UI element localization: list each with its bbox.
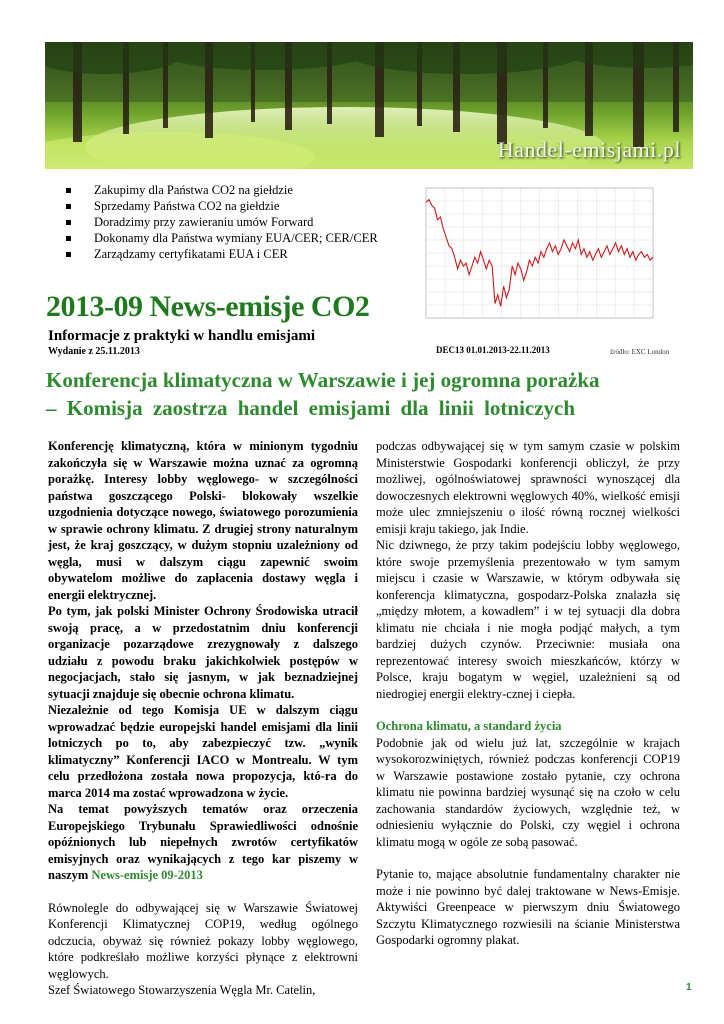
list-item: Zakupimy dla Państwa CO2 na giełdzie (48, 182, 408, 198)
paragraph: Konferencję klimatyczną, która w minionym tygodniu zakończyła się w Warszawie można uznać za ogromną porażkę. Interesy lobby węglowego- w szczególności państwa goszczącego Polski- blokowały wszelkie uzgodnienia dotyczące nowego, światowego porozumienia w sprawie ochrony klimatu. Z drugiej strony naturalnym jest, że kraj goszczący, w dużym stopniu uzależniony od węgla, musi w dalszym ciągu zapewnić swoim obywatelom możliwe do zapłacenia dostawy węgla i energii elektrycznej. (48, 439, 358, 602)
header-banner (45, 42, 693, 169)
bullet-icon (66, 220, 71, 225)
edition-date: Wydanie z 25.11.2013 (48, 346, 140, 357)
chart-source: źródło: EXC London (610, 348, 670, 356)
list-item: Sprzedamy Państwa CO2 na giełdzie (48, 198, 408, 214)
list-item: Doradzimy przy zawieraniu umów Forward (48, 214, 408, 230)
headline-line-1: Konferencja klimatyczna w Warszawie i jej ogromna porażka (46, 368, 600, 392)
paragraph: Podobnie jak od wielu już lat, szczególnie w krajach wysokorozwiniętych, również podczas konferencji COP19 w Warszawie postawione zostało pytanie, czy ochrona klimatu nie powinna bardziej wysunąć się na czoło w celu zachowania standardów życiowych, względnie też, w odniesieniu wyłącznie do Polski, czy węgiel i ochrona klimatu mogą w ogóle ze sobą pasować. (376, 735, 680, 849)
site-name: Handel-emisjami.pl (497, 137, 681, 162)
bullet-icon (66, 188, 71, 193)
price-chart-svg (418, 178, 673, 330)
bullet-icon (66, 236, 71, 241)
paragraph: Niezależnie od tego Komisja UE w dalszym ciągu wprowadzać będzie europejski handel emisjami dla linii lotniczych po to, aby zabezpieczyć tzw. „wynik klimatyczny” Konferencji IACO w Montrealu. W tym celu przedłożona została nowa propozycja, któ-ra do marca 2014 ma zostać wprowadzona w życie. (48, 703, 358, 800)
paragraph: Pytanie to, mające absolutnie fundamentalny charakter nie może i nie powinno być dalej traktowane w News-Emisje. Aktywiści Greenpeace w pierwszym dniu Światowego Szczytu Klimatycznego rozwiesili na ścianie Ministerstwa Gospodarki ogromny plakat. (376, 867, 680, 947)
paragraph: Na temat powyższych tematów oraz orzeczenia Europejskiego Trybunału Sprawiedliwości odnośnie opóźnionych lub niepełnych zwrotów certyfikatów emisyjnych oraz wynikających z tego kar piszemy w naszym News-emisje 09-2013 (48, 802, 358, 882)
price-chart (418, 178, 673, 330)
chart-caption: DEC13 01.01.2013-22.11.2013 (436, 345, 550, 355)
section-heading: Ochrona klimatu, a standard życia (376, 719, 562, 733)
headline-line-2: – Komisja zaostrza handel emisjami dla linii lotniczych (46, 396, 576, 420)
paragraph: Szef Światowego Stowarzyszenia Węgla Mr. Catelin, (48, 983, 316, 997)
article-column-right (376, 438, 680, 949)
list-item: Zarządzamy certyfikatami EUA i CER (48, 246, 408, 262)
bullet-icon (66, 252, 71, 257)
paragraph: Równolegle do odbywającej się w Warszawie Światowej Konferencji Klimatycznej COP19, według ogólnego odczucia, obyważ się również pokazy lobby węglowego, które podkreślało możliwe korzyści płynące z elektrowni węglowych. (48, 900, 358, 981)
bullet-icon (66, 204, 71, 209)
page-title: 2013-09 News-emisje CO2 (46, 290, 370, 323)
paragraph: Nic dziwnego, że przy takim podejściu lobby węglowego, które swoje przemyślenia prezentowało w tym samym miejscu i czasie w Warszawie, w którym odbywała się konferencja klimatyczna, gospodarz-Polska znalazła się „między młotem, a kowadłem” i w tej sytuacji dla dobra klimatu nie chciała i nie mogła podjąć małych, a tym bardziej dużych czynów. Przeciwnie: musiała ona reprezentować interesy swoich mieszkańców, którzy w Polsce, kraju bogatym w węgiel, uzależnieni są od niedrogiej energii elektry-cznej i ciepła. (376, 538, 680, 701)
newsletter-link[interactable]: News-emisje 09-2013 (91, 868, 203, 882)
page-subtitle: Informacje z praktyki w handlu emisjami (48, 328, 316, 344)
article-column-left (48, 438, 358, 999)
list-item: Dokonamy dla Państwa wymiany EUA/CER; CER/CER (48, 230, 408, 246)
article-headline (46, 366, 696, 422)
services-list (48, 182, 408, 262)
paragraph: Po tym, jak polski Minister Ochrony Środowiska utracił swoją pracę, a w przedostatnim dniu konferencji organizacje pozarządowe zrezygnowały z dalszego udziału z powodu braku jakichkolwiek postępów w negocjacjach, stało się jasnym, w jak beznadziejnej sytuacji znajduje się obecnie ochrona klimatu. (48, 604, 358, 701)
page-number: 1 (686, 982, 692, 993)
paragraph: podczas odbywającej się w tym samym czasie w polskim Ministerstwie Gospodarki konferencji obliczył, że przy możliwej, ogólnoświatowej sprawności wynoszącej dla dowoczesnych elektrowni węglowych 40%, wielkość emisji może ulec zmniejszeniu o ilość równą rocznej wielkości emisji kraju takiego, jak Indie. (376, 439, 680, 536)
